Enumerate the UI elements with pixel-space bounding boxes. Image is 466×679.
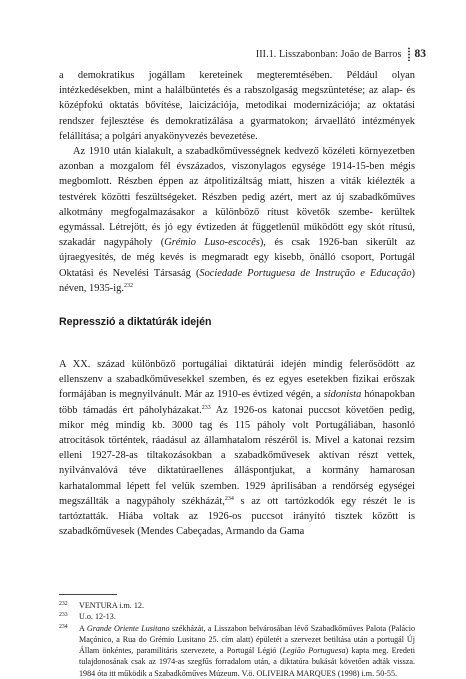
footnote-ref: 233 [201, 404, 211, 411]
running-head-separator [408, 47, 410, 61]
footnote-ref: 234 [224, 495, 234, 502]
footnote [59, 623, 415, 679]
footnote-text: VENTURA i.m. 12. [79, 601, 144, 610]
footnote-number: 234 [59, 623, 68, 630]
running-head-section: III.1. Lisszabonban: João de Barros [255, 48, 402, 60]
footnote [59, 600, 415, 611]
footnote-ref: 232 [123, 282, 133, 289]
paragraph: a demokratikus jogállam kereteinek megteremtésében. Például olyan intézkedésekben, mint a halálbüntetés és a rabszolgaság megszüntetése; az alap- és középfokú oktatás bővítése, laicizációja, metodikai modernizációja; az oktatási rendszer fejlesztése és demokratizálása a gyarmatokon; árvaellátó intézmények felállítása; a polgári anyakönyvezés bevezetése. [59, 70, 415, 142]
footnote-rule [59, 594, 117, 595]
footnote-text: U.o. 12-13. [79, 612, 116, 622]
body-section-1 [59, 68, 415, 296]
footnote-number: 233 [59, 612, 68, 619]
paragraph: Az 1910 után kialakult, a szabadkőművességnek kedvező közéleti környezetben azonban a mozgalom fél évszázados, viszonylagos egysége 1914-15-ben mégis megbomlott. Részben éppen az átpolitizáltság miatt, hiszen a viták kiélezték a testvérek közötti feszültségeket. Részben pedig azért, mert az új szabadkőműves alkotmány megfogalmazásakor a különböző rítust követők szembe- kerültek egymással. Létrejött, és jó egy évtizeden át függetlenül működött egy skót rítusú, szakadár nagypáholy (Grémio Luso-escocês), és csak 1926-ban sikerült az újraegyesítés, de még kevés is megmaradt egy kisebb, önálló csoport, Portugál Oktatási és Nevelési Társaság (Sociedade Portuguesa de Instrução e Educação) néven, 1935-ig.$^{232}$ [59, 146, 415, 294]
footnote-number: 232 [59, 601, 68, 607]
section-heading: Represszió a diktatúrák idején [59, 316, 212, 328]
footnotes [59, 600, 415, 679]
footnote [59, 611, 415, 622]
footnote-text: A Grande Oriente Lusitano székházát, a Lisszabon belvárosában lévő Szabadkőműves Palota (Palácio Maçónico, a Rua do Grémio Lusitano 25. cím alatt) épületét a szervezet betiltása után a portugál Új Állam önkéntes, paramilitáris szervezete, a Portugál Légió (Legião Portuguesa) kapta meg. Eredeti tulajdonosának csak az 1974-as szegfűs forradalom után, a diktatúra bukását követően adták vissza. 1984 óta itt működik a Szabadkőműves Múzeum. V.ö. OLIVEIRA MARQUES (1998) i.m. 50-55. [79, 623, 416, 678]
paragraph: A XX. század különböző portugáliai diktatúrái idején mindig felerősödött az ellenszenv a szabadkőművesekkel szemben, és ez egyes esetekben fizikai erőszak formájában is megnyilvánult. Már az 1910-es évtized végén, a sidonista hónapokban több támadás ért páholyházakat.$^{233}$ Az 1926-os katonai puccsot követően pedig, mikor még mindig kb. 3000 tag és 115 páholy volt Portugáliában, hasonló atrocitások történtek, ráadásul az államhatalom részéről is. Mivel a katonai rezsim elleni 1927-28-as tiltakozásokban a szabadkőművesek aktívan részt vettek, nyilvánvalóvá téve diktatúraellenes álláspontjukat, a kormány hamarosan karhatalommal lépett fel velük szemben. 1929 áprilisában a rendőrség egységei megszállták a nagypáholy székházát,$^{234}$ s az ott tartózkodók egy részét le is tartóztatták. Hiába voltak az 1926-os puccsot irányító tisztek között is szabadkőművesek (Mendes Cabeçadas, Armando da Gama [59, 359, 416, 538]
body-section-2 [59, 357, 415, 539]
page-number: 83 [414, 48, 426, 60]
running-head [256, 47, 426, 61]
